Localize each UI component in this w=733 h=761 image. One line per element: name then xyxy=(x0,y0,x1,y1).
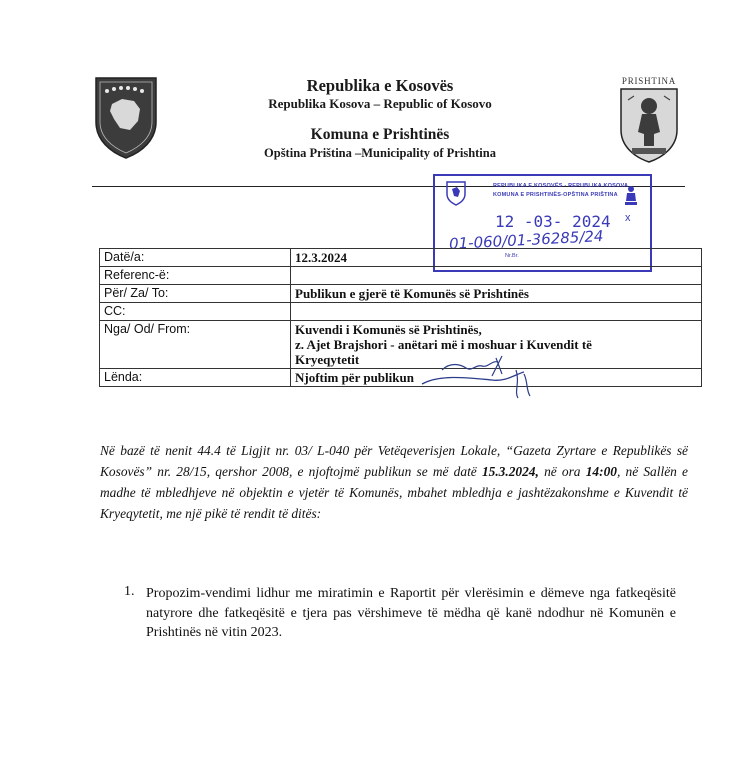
table-row xyxy=(100,321,702,369)
row-value: Publikun e gjerë të Komunës së Prishtinës xyxy=(291,285,702,303)
agenda-item-number: 1. xyxy=(124,584,135,599)
header-country-translations: Republika Kosova – Republic of Kosovo xyxy=(268,96,492,111)
meeting-date: 15.3.2024, xyxy=(481,464,539,479)
row-value xyxy=(291,303,702,321)
notice-text: Në bazë të nenit 44.4 të Ligjit nr. 03/ L-040 për Vetëqeverisjen Lokale, “Gazeta Zyrtare e Republikës së Kosovës” nr. 28/15, qershor 2008, e njoftojmë publikun se më datë xyxy=(100,443,688,479)
row-value: Njoftim për publikun xyxy=(291,369,702,387)
stamp-date: 12 -03- 2024 xyxy=(495,212,611,231)
metadata-table xyxy=(99,248,702,387)
table-row xyxy=(100,303,702,321)
row-label: Datë/a: xyxy=(100,249,291,267)
header-municipality-translations: Opština Priština –Municipality of Prishtina xyxy=(264,146,496,160)
stamp-mark: x xyxy=(625,212,631,224)
row-label: Nga/ Od/ From: xyxy=(100,321,291,369)
table-row xyxy=(100,285,702,303)
row-value: 12.3.2024 xyxy=(291,249,702,267)
header-country: Republika e Kosovës xyxy=(306,76,454,95)
signature-icon xyxy=(420,352,540,402)
from-line: z. Ajet Brajshori - anëtari më i moshuar i Kuvendit të xyxy=(295,337,592,352)
row-label: Referenc-ë: xyxy=(100,267,291,285)
stamp-nr-label: Nr.Br. xyxy=(505,253,519,259)
meeting-time: 14:00 xyxy=(585,464,617,479)
row-label: Për/ Za/ To: xyxy=(100,285,291,303)
municipal-logo-text: PRISHTINA xyxy=(621,76,677,86)
table-row xyxy=(100,249,702,267)
notice-text: në ora xyxy=(538,464,586,479)
from-line: Kuvendi i Komunës së Prishtinës, xyxy=(295,322,482,337)
stamp-line2: KOMUNA E PRISHTINËS-OPŠTINA PRIŠTINA xyxy=(493,192,618,198)
stamp-emblem-icon xyxy=(445,180,467,206)
stamp-line1: REPUBLIKA E KOSOVËS - REPUBLIKA KOSOVA xyxy=(493,183,629,189)
from-line: Kryeqytetit xyxy=(295,352,360,367)
header-municipality: Komuna e Prishtinës xyxy=(310,126,450,143)
table-row xyxy=(100,369,702,387)
agenda-item-text: Propozim-vendimi lidhur me miratimin e Raportit për vlerësimin e dëmeve nga fatkeqësitë natyrore dhe fatkeqësitë e tjera pas vërshimeve të mëdha që kanë ndodhur në Komunën e Prishtinës në vitin 2023. xyxy=(146,586,676,640)
row-value xyxy=(291,267,702,285)
row-label: CC: xyxy=(100,303,291,321)
prishtina-emblem-icon xyxy=(618,86,680,164)
row-label: Lënda: xyxy=(100,369,291,387)
stamp-reference: 01-060/01-36285/24 xyxy=(448,226,604,254)
kosovo-emblem-icon xyxy=(92,74,160,160)
notice-paragraph xyxy=(100,440,688,524)
notice-text: , në Sallën e madhe të mbledhjeve në objektin e vjetër të Komunës, mbahet mbledhja e jashtëzakonshme e Kuvendit të Kryeqytetit, me një pikë të rendit të ditës: xyxy=(100,464,688,521)
table-row xyxy=(100,267,702,285)
